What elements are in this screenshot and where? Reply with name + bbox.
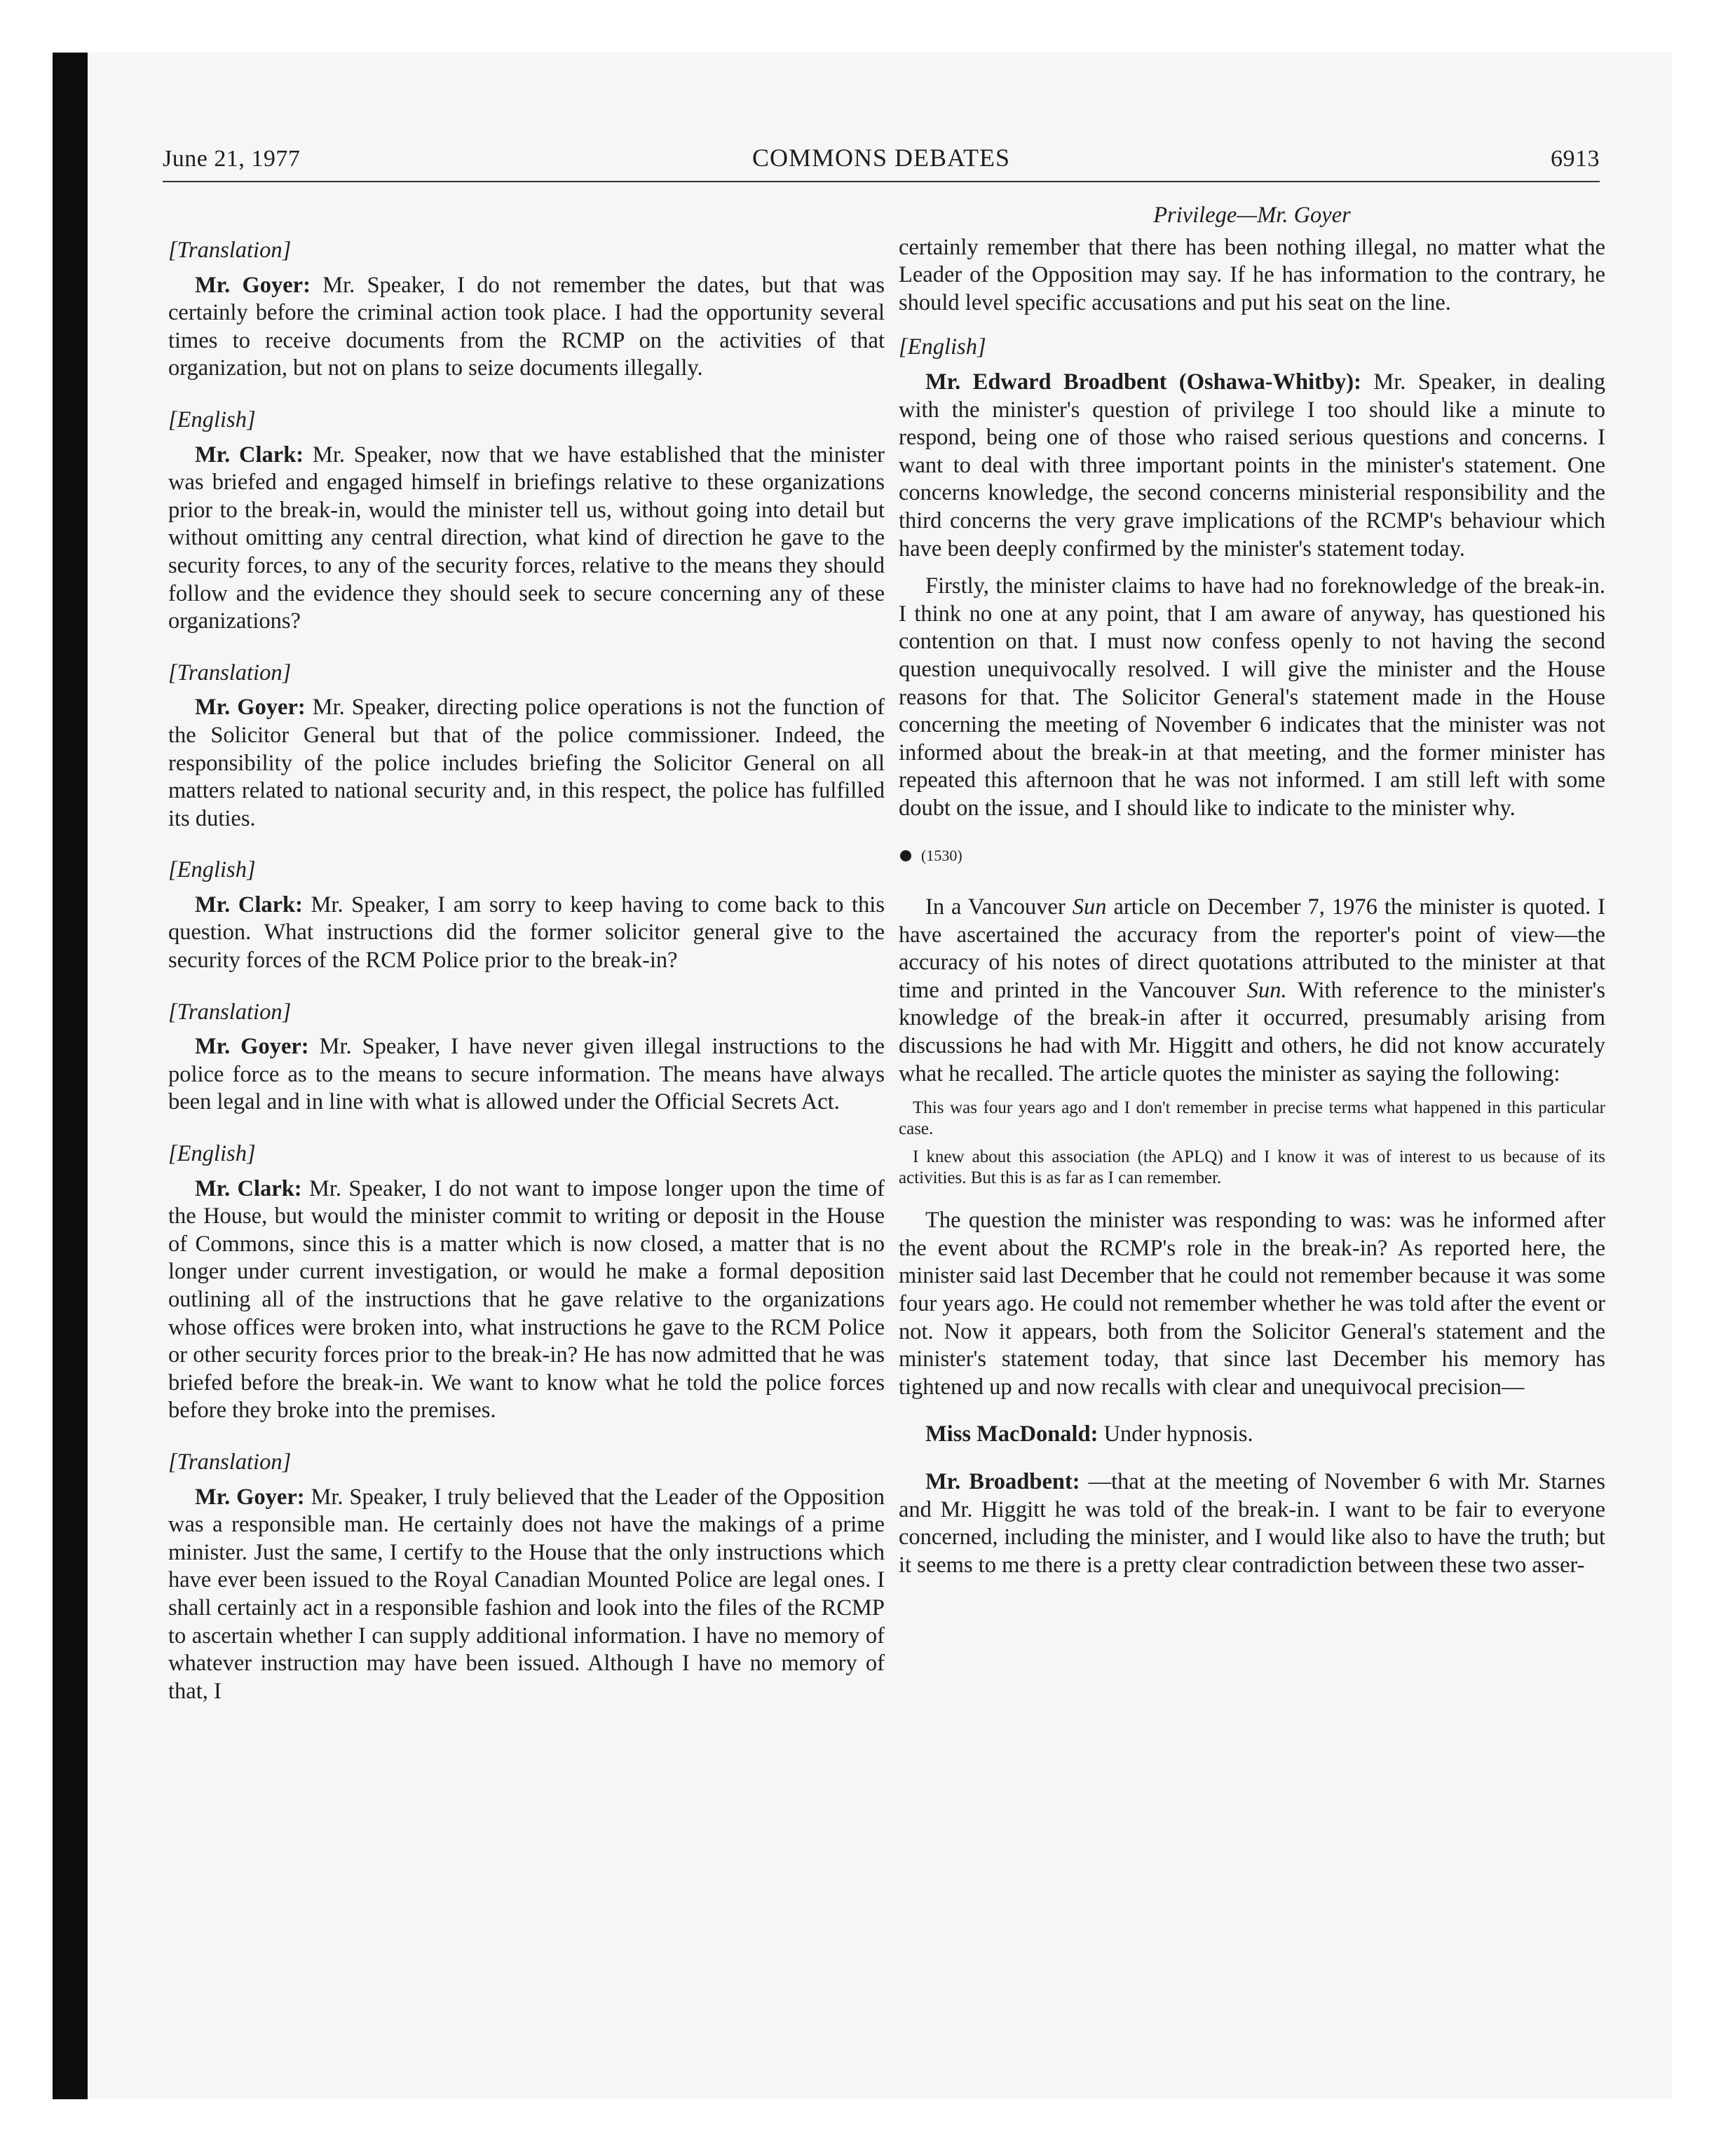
right-column: [899, 195, 1605, 1589]
speech-text: Under hypnosis.: [1098, 1421, 1253, 1447]
speech-text: Mr. Speaker, I do not remember the dates, but that was certainly before the criminal action took place. I had the opportunity several times to receive documents from the RCMP on the activities of that organization, but not on plans to seize documents illegally.: [168, 272, 885, 381]
speaker-name: Mr. Goyer:: [195, 1484, 305, 1510]
speech-text: Mr. Speaker, I am sorry to keep having to come back to this question. What instructions did the former solicitor general give to the security forces of the RCM Police prior to the break-in?: [168, 892, 885, 974]
speech-paragraph: [168, 892, 885, 975]
speech-paragraph: [899, 369, 1605, 563]
speech-paragraph: [899, 1468, 1605, 1579]
speaker-name: Mr. Goyer:: [195, 695, 306, 721]
speech-text: Mr. Speaker, directing police operations is not the function of the Solicitor General but that of the police commissioner. Indeed, the responsibility of the police includes briefing the Solicitor General on all matters related to national security and, in this respect, the police has fulfilled its duties.: [168, 695, 885, 831]
speech-paragraph: The question the minister was responding to was: was he informed after the event about the RCMP's role in the break-in? As reported here, the minister said last December that he could not remember because it was some four years ago. He could not remember whether he was told after the event or not. Now it appears, both from the Solicitor General's statement and the minister's statement today, that since last December his memory has tightened up and now recalls with clear and unequivocal precision—: [899, 1208, 1606, 1400]
speech-text: Mr. Speaker, in dealing with the minister's question of privilege I too should like a minute to respond, being one of those who raised serious questions and concerns. I want to deal with three important points in the minister's statement. One concerns knowledge, the second concerns ministerial responsibility and the third concerns the very grave implications of the RCMP's behaviour which have been deeply confirmed by the minister's statement today.: [899, 369, 1605, 561]
language-marker: [Translation]: [168, 660, 292, 685]
speaker-name: Miss MacDonald:: [925, 1421, 1098, 1447]
speech-paragraph: [168, 694, 885, 833]
speech-paragraph: [168, 442, 885, 636]
speaker-name: Mr. Clark:: [195, 892, 303, 917]
language-marker: [Translation]: [168, 999, 292, 1025]
speech-text: —that at the meeting of November 6 with Mr. Starnes and Mr. Higgitt he was told of the break-in. I want to be fair to everyone concerned, including the minister, and I would like also to have the truth; but it seems to me there is a pretty clear contradiction between these two asser-: [899, 1468, 1605, 1578]
language-marker: [English]: [168, 407, 256, 432]
speech-text: In a Vancouver: [925, 894, 1073, 920]
speech-text: With reference to the minister's knowledge of the break-in after it occurred, presumably arising from discussions he had with Mr. Higgitt and others, he did not know accurately what he recalled. The article quotes the minister as saying the following:: [899, 977, 1606, 1086]
header-date: June 21, 1977: [163, 146, 301, 172]
speech-text: article on December 7, 1976 the minister is quoted. I have ascertained the accuracy from the reporter's point of view—the accuracy of his notes of direct quotations attributed to the minister at that time and printed in the Vancouver: [899, 894, 1605, 1003]
language-marker: [English]: [168, 1141, 256, 1167]
running-head: Privilege—Mr. Goyer: [1153, 203, 1351, 228]
newspaper-name: Sun.: [1246, 977, 1287, 1003]
speaker-name: Mr. Goyer:: [195, 1034, 309, 1060]
language-marker: [Translation]: [168, 238, 292, 263]
language-marker: [English]: [899, 334, 986, 360]
speaker-name: Mr. Clark:: [195, 442, 304, 468]
speech-text: Mr. Speaker, I do not want to impose longer upon the time of the House, but would the minister commit to writing or deposit in the House of Commons, since this is a matter which is now closed, a matter that is no longer under current investigation, or would he make a formal deposition outlining all of the instructions that he gave relative to the organizations whose offices were broken into, what instructions he gave to the RCM Police or other security forces prior to the break-in? He has now admitted that he was briefed before the break-in. We want to know what he told the police forces before they broke into the premises.: [168, 1175, 885, 1424]
newspaper-name: Sun: [1072, 894, 1107, 920]
bullet-dot-icon: [900, 850, 911, 861]
speech-paragraph: [168, 272, 885, 383]
speaker-name: Mr. Clark:: [195, 1175, 302, 1201]
block-quote: I knew about this association (the APLQ) and I know it was of interest to us because of its activities. But this is as far as I can remember.: [899, 1147, 1605, 1188]
speech-paragraph: [168, 1484, 885, 1706]
speaker-name: Mr. Edward Broadbent (Oshawa-Whitby):: [925, 369, 1361, 395]
speech-text: Mr. Speaker, now that we have established that the minister was briefed and engaged himself in briefings relative to these organizations prior to the break-in, would the minister tell us, without going into detail but without omitting any central direction, what kind of direction he gave to the security forces, to any of the security forces, relative to the means they should follow and the evidence they should seek to secure concerning any of these organizations?: [168, 442, 885, 634]
continued-paragraph: certainly remember that there has been nothing illegal, no matter what the Leader of the Opposition may say. If he has information to the contrary, he should level specific accusations and put his seat on the line.: [899, 234, 1605, 315]
language-marker: [Translation]: [168, 1449, 292, 1475]
header-page-number: 6913: [1551, 146, 1600, 172]
speech-paragraph: [899, 1421, 1605, 1449]
speech-paragraph: [168, 1033, 885, 1117]
time-marker: [899, 842, 1605, 870]
time-marker-label: (1530): [921, 847, 962, 865]
speech-text: Mr. Speaker, I have never given illegal instructions to the police force as to the means to secure information. The means have always been legal and in line with what is allowed under the Official Secrets Act.: [168, 1034, 885, 1115]
scan-edge-shadow: [53, 53, 88, 2099]
speech-paragraph: Firstly, the minister claims to have had no foreknowledge of the break-in. I think no one at any point, that I am aware of anyway, has questioned his contention on that. I must now confess openly to not having the second question unequivocally resolved. I will give the minister and the House reasons for that. The Solicitor General's statement made in the House concerning the meeting of November 6 indicates that the minister was not informed about the break-in at that meeting, and the former minister has repeated this afternoon that he was not informed. I am still left with some doubt on the issue, and I should like to indicate to the minister why.: [899, 573, 1605, 821]
block-quote: This was four years ago and I don't remember in precise terms what happened in this particular case.: [899, 1098, 1605, 1139]
page-header: [163, 140, 1600, 182]
left-column: [168, 195, 885, 1715]
speech-paragraph: [168, 1175, 885, 1425]
language-marker: [English]: [168, 857, 256, 883]
speech-text: Mr. Speaker, I truly believed that the Leader of the Opposition was a responsible man. He certainly does not have the makings of a prime minister. Just the same, I certify to the House that the only instructions which have ever been issued to the Royal Canadian Mounted Police are legal ones. I shall certainly act in a responsible fashion and look into the files of the RCMP to ascertain whether I can supply additional information. I have no memory of whatever instruction may have been issued. Although I have no memory of that, I: [168, 1484, 885, 1704]
speech-paragraph: [899, 894, 1605, 1088]
speaker-name: Mr. Goyer:: [195, 272, 311, 298]
speaker-name: Mr. Broadbent:: [925, 1468, 1080, 1494]
header-title: COMMONS DEBATES: [751, 144, 1011, 172]
